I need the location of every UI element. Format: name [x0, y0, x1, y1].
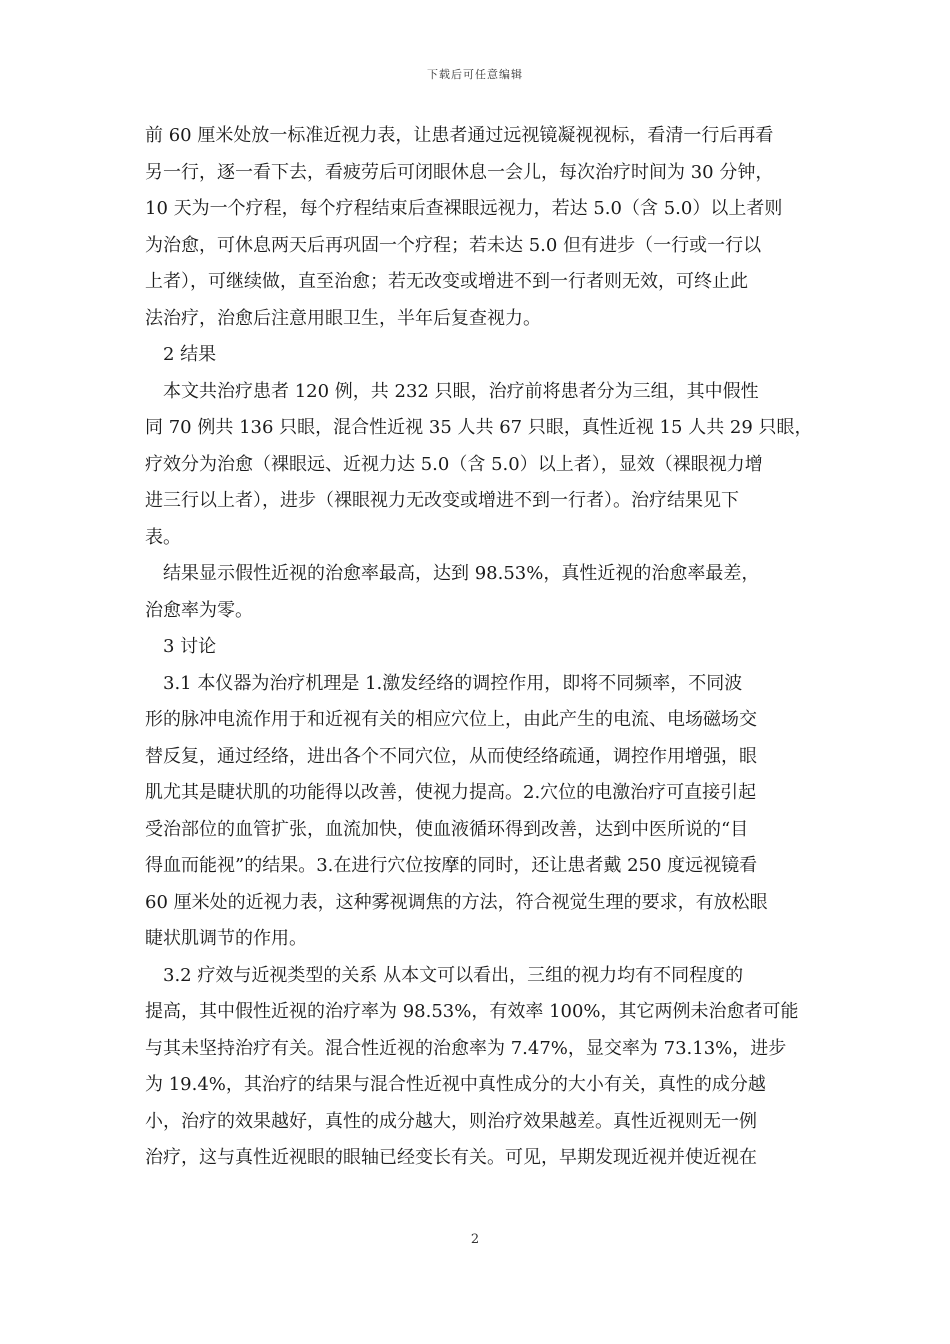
text-line: 提高，其中假性近视的治疗率为 98.53%，有效率 100%，其它两例未治愈者可能: [145, 1001, 799, 1022]
section-heading-discussion: 3 讨论: [145, 636, 217, 657]
text-line: 疗效分为治愈（裸眼远、近视力达 5.0（含 5.0）以上者），显效（裸眼视力增: [145, 453, 763, 475]
text-line: 3.1 本仪器为治疗机理是 1.激发经络的调控作用，即将不同频率，不同波: [145, 672, 743, 694]
text-line: 3.2 疗效与近视类型的关系 从本文可以看出，三组的视力均有不同程度的: [145, 964, 744, 986]
text-line: 法治疗，治愈后注意用眼卫生，半年后复查视力。: [145, 307, 541, 329]
text-line: 肌尤其是睫状肌的功能得以改善，使视力提高。2.穴位的电激治疗可直接引起: [145, 782, 757, 803]
text-line: 与其未坚持治疗有关。混合性近视的治愈率为 7.47%，显交率为 73.13%，进步: [145, 1037, 787, 1059]
text-line: 同 70 例共 136 只眼，混合性近视 35 人共 67 只眼，真性近视 15 人共 29 只眼，: [145, 417, 813, 438]
text-line: 受治部位的血管扩张，血流加快，使血液循环得到改善，达到中医所说的“目: [145, 818, 749, 840]
text-line: 10 天为一个疗程，每个疗程结束后查裸眼远视力，若达 5.0（含 5.0）以上者则: [145, 198, 783, 219]
text-line: 睫状肌调节的作用。: [145, 928, 307, 949]
text-line: 另一行，逐一看下去，看疲劳后可闭眼休息一会儿，每次治疗时间为 30 分钟，: [145, 161, 774, 183]
text-line: 为 19.4%，其治疗的结果与混合性近视中真性成分的大小有关，真性的成分越: [145, 1074, 766, 1095]
text-line: 替反复，通过经络，进出各个不同穴位，从而使经络疏通，调控作用增强，眼: [145, 745, 757, 767]
text-line: 前 60 厘米处放一标准近视力表，让患者通过远视镜凝视视标，看清一行后再看: [145, 125, 774, 146]
text-line: 治愈率为零。: [145, 599, 253, 621]
page-number: 2: [470, 1232, 480, 1247]
text-line: 上者），可继续做，直至治愈；若无改变或增进不到一行者则无效，可终止此: [145, 271, 748, 292]
text-line: 本文共治疗患者 120 例，共 232 只眼，治疗前将患者分为三组，其中假性: [145, 380, 759, 402]
text-line: 小，治疗的效果越好，真性的成分越大，则治疗效果越差。真性近视则无一例: [145, 1110, 757, 1132]
text-line: 得血而能视”的结果。3.在进行穴位按摩的同时，还让患者戴 250 度远视镜看: [145, 855, 758, 876]
text-line: 为治愈，可休息两天后再巩固一个疗程；若未达 5.0 但有进步（一行或一行以: [145, 234, 762, 256]
text-line: 60 厘米处的近视力表，这种雾视调焦的方法，符合视觉生理的要求，有放松眼: [145, 891, 768, 913]
section-heading-results: 2 结果: [145, 344, 217, 365]
text-line: 形的脉冲电流作用于和近视有关的相应穴位上，由此产生的电流、电场磁场交: [145, 709, 757, 730]
text-line: 结果显示假性近视的治愈率最高，达到 98.53%，真性近视的治愈率最差，: [145, 563, 760, 584]
text-line: 进三行以上者），进步（裸眼视力无改变或增进不到一行者）。治疗结果见下: [145, 490, 739, 511]
body-text: [145, 118, 815, 1177]
page-header: 下载后可任意编辑: [427, 68, 523, 81]
text-line: 表。: [145, 526, 181, 548]
text-line: 治疗，这与真性近视眼的眼轴已经变长有关。可见，早期发现近视并使近视在: [145, 1147, 757, 1168]
